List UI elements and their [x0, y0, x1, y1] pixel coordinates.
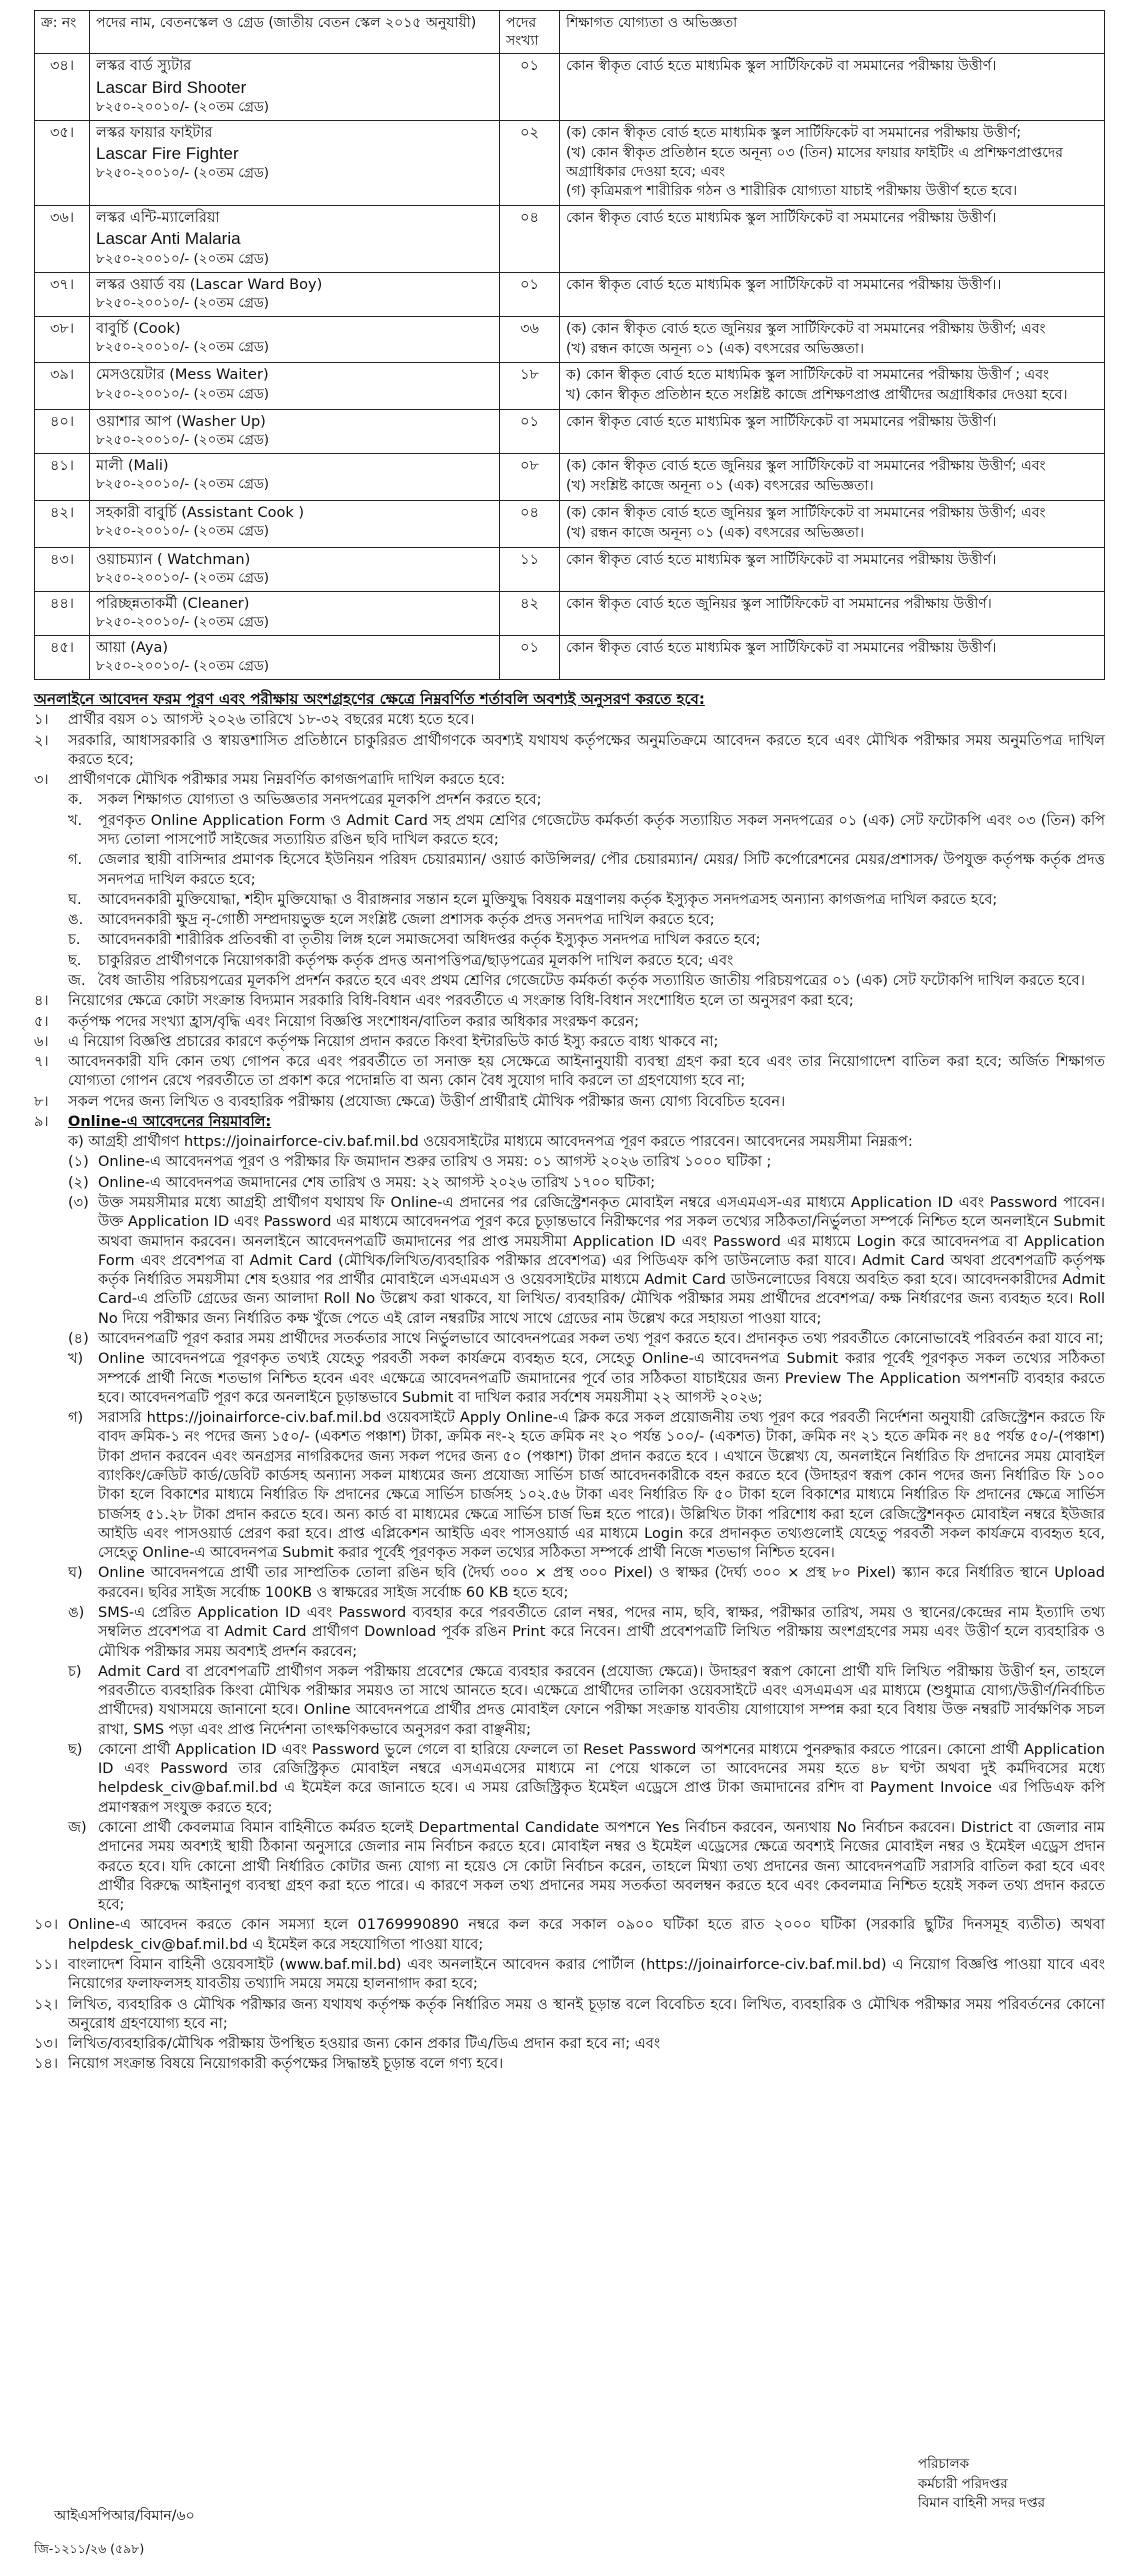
post-grade: ৮২৫০-২০০১০/- (২০তম গ্রেড) — [96, 569, 270, 586]
table-row — [35, 454, 1105, 501]
condition-6 — [34, 1033, 1105, 1052]
condition-text: প্রার্থীর বয়স ০১ আগস্ট ২০২৬ তারিখে ১৮-৩২ বছরের মধ্যে হতে হবে। — [68, 712, 475, 729]
condition-text: বাংলাদেশ বিমান বাহিনী ওয়েবসাইট (www.baf.mil.bd) এবং অনলাইনে আবেদন করার পোর্টাল (https://joinairforce-civ.baf.mil.bd) এ নিয়োগ বিজ্ঞপ্তি পাওয়া যাবে এবং নিয়োগের ফলাফলসহ যাবতীয় তথ্যাদি সময়ে সময়ে হালনাগাদ করা হবে; — [68, 1957, 1105, 1993]
post-grade: ৮২৫০-২০০১০/- (২০তম গ্রেড) — [96, 165, 270, 182]
table-header-row — [35, 11, 1105, 54]
timeline-item-text: Online-এ আবেদনপত্র জমাদানের শেষ তারিখ ও সময়: ২২ আগস্ট ২০২৬ তারিখ ১৭০০ ঘটিকা; — [98, 1174, 656, 1191]
condition-text: এ নিয়োগ বিজ্ঞপ্তি প্রচারের কারণে কর্তৃপক্ষ নিয়োগ প্রদান করতে কিংবা ইন্টারভিউ কার্ড ইস্যু করতে বাধ্য থাকবে না; — [68, 1033, 719, 1050]
row-post — [90, 120, 500, 206]
row-post — [90, 591, 500, 635]
online-rule-item-text: SMS-এ প্রেরিত Application ID এবং Password ব্যবহার করে পরবর্তীতে রোল নম্বর, পদের নাম, ছবি, স্বাক্ষর, পরীক্ষার তারিখ, সময় ও স্থানের/কেন্দ্রের নাম ইত্যাদি তথ্য সম্বলিত প্রবেশপত্র বা Admit Card প্রার্থীগণ Download পূর্বক রঙিন Print করে নিবেন। প্রার্থী প্রবেশপত্রটি লিখিত পরীক্ষায় অংশগ্রহণের সময় এবং উত্তীর্ণ হলে ব্যবহারিক ও মৌখিক পরীক্ষার সময় অবশ্যই প্রদর্শন করবেন; — [98, 1604, 1105, 1660]
row-post — [90, 363, 500, 410]
conditions-heading: অনলাইনে আবেদন ফরম পূরণ এবং পরীক্ষায় অংশগ্রহণের ক্ষেত্রে নিম্নবর্ণিত শর্তাবলি অবশ্যই অনুসরণ করতে হবে: — [34, 689, 705, 708]
post-name-en: Lascar Bird Shooter — [96, 77, 247, 97]
post-grade: ৮২৫০-২০০১০/- (২০তম গ্রেড) — [96, 476, 270, 493]
online-rule-item-key: খ) — [68, 1351, 84, 1368]
qualification-line: (ক) কোন স্বীকৃত বোর্ড হতে মাধ্যমিক স্কুল সার্টিফিকেট বা সমমানের পরীক্ষায় উত্তীর্ণ; — [566, 124, 1022, 141]
row-qualification — [560, 206, 1105, 272]
qualification-line: কোন স্বীকৃত বোর্ড হতে মাধ্যমিক স্কুল সার্টিফিকেট বা সমমানের পরীক্ষায় উত্তীর্ণ। — [566, 551, 997, 568]
condition-number: ১০। — [34, 1917, 59, 1934]
document-item-text: আবেদনকারী মুক্তিযোদ্ধা, শহীদ মুক্তিযোদ্ধা ও বীরাঙ্গনার সন্তান হলে মুক্তিযুদ্ধ বিষয়ক মন্ত্রণালয় কর্তৃক ইস্যুকৃত সনদপত্রসহ অন্যান্য কাগজপত্র দাখিল করতে হবে; — [98, 891, 998, 908]
row-post — [90, 454, 500, 501]
online-rule-item-text: কোনো প্রার্থী কেবলমাত্র বিমান বাহিনীতে কর্মরত হলেই Departmental Candidate অপশনে Yes নির্বাচন করবেন, অন্যথায় No নির্বাচন করবেন। District বা জেলার নাম প্রদানের সময় অবশ্যই স্থায়ী ঠিকানা অনুসারে জেলার নাম নির্বাচন করতে হবে। মোবাইল নম্বর ও ইমেইল এড্রেসের ক্ষেত্রে অবশ্যই নিজের মোবাইল নম্বর ও ইমেইল এড্রেস প্রদান করতে হবে। যদি কোনো প্রার্থী নির্ধারিত কোটার জন্য যোগ্য না হয়েও সে কোটা নির্বাচন করেন, তাহলে মিথ্যা তথ্য প্রদানের জন্য আবেদনপত্রটি সরাসরি বাতিল করা হবে এবং প্রার্থীর বিরুদ্ধে আইনানুগ ব্যবস্থা গ্রহণ করা হতে পারে। এ কারণে সকল তথ্য প্রদানের সময় সতর্কতা অবলম্বন করতে হবে এবং কেবলমাত্র নিশ্চিত হয়েই সকল তথ্য প্রদান করতে হবে; — [98, 1820, 1105, 1914]
row-post — [90, 272, 500, 316]
ispr-reference: আইএসপিআর/বিমান/৬০ — [54, 2508, 195, 2524]
document-item-key: গ. — [68, 852, 83, 869]
condition-number: ৩। — [34, 772, 49, 789]
row-serial: ৩৭। — [35, 272, 90, 316]
row-serial: ৩৮। — [35, 316, 90, 363]
header-count: পদের সংখ্যা — [500, 11, 560, 54]
condition-number: ৭। — [34, 1054, 49, 1071]
qualification-line: কোন স্বীকৃত বোর্ড হতে মাধ্যমিক স্কুল সার্টিফিকেট বা সমমানের পরীক্ষায় উত্তীর্ণ। — [566, 414, 997, 431]
document-item — [68, 791, 1105, 810]
post-name-bn: লস্কর ওয়ার্ড বয় (Lascar Ward Boy) — [96, 276, 323, 293]
post-grade: ৮২৫০-২০০১০/- (২০তম গ্রেড) — [96, 385, 270, 402]
qualification-line: কোন স্বীকৃত বোর্ড হতে মাধ্যমিক স্কুল সার্টিফিকেট বা সমমানের পরীক্ষায় উত্তীর্ণ। — [566, 210, 997, 227]
row-post — [90, 410, 500, 454]
table-row — [35, 635, 1105, 679]
condition-number: ১৩। — [34, 2036, 59, 2053]
online-rules-heading: Online-এ আবেদনের নিয়মাবলি: — [68, 1113, 272, 1130]
post-name-bn: সহকারী বাবুর্চি (Assistant Cook ) — [96, 504, 305, 521]
online-rule-item — [68, 1741, 1105, 1818]
online-rule-item-key: জ) — [68, 1820, 87, 1837]
qualification-line: কোন স্বীকৃত বোর্ড হতে জুনিয়র স্কুল সার্টিফিকেট বা সমমানের পরীক্ষায় উত্তীর্ণ। — [566, 595, 992, 612]
condition-9 — [34, 1113, 1105, 1132]
row-qualification — [560, 272, 1105, 316]
condition-text: আবেদনকারী যদি কোন তথ্য গোপন করে এবং পরবর্তীতে তা সনাক্ত হয় সেক্ষেত্রে আইনানুযায়ী ব্যবস্থা গ্রহণ করা হবে এবং তার নিয়োগাদেশ বাতিল করা হবে; অর্জিত শিক্ষাগত যোগ্যতা গোপন রেখে পরবর্তীতে তা প্রকাশ করে পদোন্নতি বা অন্য কোন বৈধ সুযোগ দাবি করলে তা গ্রহণযোগ্য হবে না; — [68, 1054, 1105, 1090]
row-qualification — [560, 635, 1105, 679]
header-post: পদের নাম, বেতনস্কেল ও গ্রেড (জাতীয় বেতন স্কেল ২০১৫ অনুযায়ী) — [90, 11, 500, 54]
online-rule-item-text: Online আবেদনপত্রে পূরণকৃত তথ্যই যেহেতু পরবর্তী সকল কার্যক্রমে ব্যবহৃত হবে, সেহেতু Online-এ আবেদনপত্র Submit করার পূর্বেই পূরণকৃত সকল তথ্যের সঠিকতা সম্পর্কে প্রার্থী নিজে শতভাগ নিশ্চিত হবেন এবং এক্ষেত্রে আবেদনপত্রটি জমাদানের পূর্বে তার সঠিকতা যাচাইয়ের জন্য Preview The Application অপশনটি ব্যবহার করতে হবে। আবেদনপত্রটি পূরণ করে অনলাইনে চূড়ান্তভাবে Submit বা দাখিল করার সর্বশেষ সময়সীমা ২২ আগস্ট ২০২৬; — [98, 1351, 1105, 1406]
post-grade: ৮২৫০-২০০১০/- (২০তম গ্রেড) — [96, 294, 270, 311]
condition-text: লিখিত, ব্যবহারিক ও মৌখিক পরীক্ষার জন্য যথাযথ কর্তৃপক্ষ কর্তৃক নির্ধারিত সময় ও স্থানই চূড়ান্ত বলে বিবেচিত হবে। লিখিত, ব্যবহারিক ও মৌখিক পরীক্ষার সময় পরিবর্তনের কোনো অনুরোধ গ্রহণযোগ্য হবে না; — [68, 1996, 1105, 2032]
document-item-key: ক. — [68, 792, 83, 809]
document-item-text: আবেদনকারী ক্ষুদ্র নৃ-গোষ্ঠী সম্প্রদায়ভুক্ত হলে সংশ্লিষ্ট জেলা প্রশাসক কর্তৃক প্রদত্ত সনদপত্র দাখিল করতে হবে; — [98, 912, 715, 929]
document-item-text: পূরণকৃত Online Application Form ও Admit Card সহ প্রথম শ্রেণির গেজেটেড কর্মকর্তা কর্তৃক সত্যায়িত সকল সনদপত্রের ০১ (এক) সেট ফটোকপি এবং ০৩ (তিন) কপি সদ্য তোলা পাসপোর্ট সাইজের সত্যায়িত রঙিন ছবি দাখিল করতে হবে; — [98, 812, 1105, 848]
table-row — [35, 316, 1105, 363]
row-count: ৩৬ — [500, 316, 560, 363]
qualification-line: (ক) কোন স্বীকৃত বোর্ড হতে জুনিয়র স্কুল সার্টিফিকেট বা সমমানের পরীক্ষায় উত্তীর্ণ; এবং — [566, 320, 1046, 337]
row-count: ০৪ — [500, 500, 560, 547]
header-serial: ক্র: নং — [35, 11, 90, 54]
online-rule-item-key: ছ) — [68, 1741, 83, 1758]
table-row — [35, 591, 1105, 635]
online-rule-intro-text: ক) আগ্রহী প্রার্থীগণ https://joinairforce-civ.baf.mil.bd ওয়েবসাইটের মাধ্যমে আবেদনপত্র পূরণ করতে পারবেন। আবেদনের সময়সীমা নিম্নরূপ: — [68, 1134, 913, 1151]
post-name-bn: বাবুর্চি (Cook) — [96, 320, 181, 337]
table-row — [35, 547, 1105, 591]
document-item — [68, 812, 1105, 851]
conditions-section — [34, 690, 1105, 2075]
timeline-item-key: (১) — [68, 1154, 89, 1171]
signature-block — [918, 2455, 1045, 2514]
row-count: ০১ — [500, 410, 560, 454]
condition-1 — [34, 711, 1105, 730]
signatory-department: কর্মচারী পরিদপ্তর — [917, 2475, 1008, 2492]
row-count: ১৮ — [500, 363, 560, 410]
dfp-reference: জি-১২১১/২৬ (৫৯৮) — [34, 2541, 145, 2556]
condition-number: ২। — [34, 732, 49, 749]
condition-number: ১। — [34, 712, 49, 729]
document-item-text: জেলার স্থায়ী বাসিন্দার প্রমাণক হিসেবে ইউনিয়ন পরিষদ চেয়ারম্যান/ ওয়ার্ড কাউন্সিলর/ পৌর চেয়ারম্যান/ মেয়র/ সিটি কর্পোরেশনের মেয়র/প্রশাসক/ উপযুক্ত কর্তৃপক্ষ কর্তৃক প্রদত্ত সনদপত্র দাখিল করতে হবে; — [98, 852, 1105, 888]
row-qualification — [560, 454, 1105, 501]
post-name-en: Lascar Anti Malaria — [96, 229, 241, 249]
row-serial: ৩৫। — [35, 120, 90, 206]
table-row — [35, 410, 1105, 454]
qualification-line: (খ) কোন স্বীকৃত প্রতিষ্ঠান হতে অনূন্য ০৩ (তিন) মাসের ফায়ার ফাইটিং এ প্রশিক্ষণপ্রাপ্তদের অগ্রাধিকার দেওয়া হবে; এবং — [566, 144, 1063, 180]
row-post — [90, 635, 500, 679]
post-grade: ৮২৫০-২০০১০/- (২০তম গ্রেড) — [96, 338, 270, 355]
document-item-key: ঙ. — [68, 912, 84, 929]
post-name-bn: ওয়াশার আপ (Washer Up) — [96, 414, 266, 431]
row-serial: ৩৪। — [35, 54, 90, 120]
timeline-item — [68, 1194, 1105, 1329]
signatory-office: বিমান বাহিনী সদর দপ্তর — [917, 2495, 1045, 2512]
condition-number: ৫। — [34, 1013, 49, 1030]
post-grade: ৮২৫০-২০০১০/- (২০তম গ্রেড) — [96, 613, 270, 630]
qualification-line: কোন স্বীকৃত বোর্ড হতে মাধ্যমিক স্কুল সার্টিফিকেট বা সমমানের পরীক্ষায় উত্তীর্ণ।। — [566, 276, 1002, 293]
row-count: ০২ — [500, 120, 560, 206]
post-name-bn: পরিচ্ছন্নতাকর্মী (Cleaner) — [96, 595, 250, 612]
row-serial: ৪১। — [35, 454, 90, 501]
post-name-bn: লস্কর বার্ড স্যুটার — [96, 58, 192, 75]
online-rule-item-text: কোনো প্রার্থী Application ID এবং Password ভুলে গেলে বা হারিয়ে ফেললে তা Reset Password অপশনের মাধ্যমে পুনরুদ্ধার করতে পারেন। কোনো প্রার্থী Application ID এবং Password তার রেজিস্ট্রিকৃত মোবাইল নম্বরে এসএমএসের মাধ্যমে না পেয়ে থাকলে তা আবেদনের সময় হতে ৪৮ ঘণ্টা অথবা দুই কর্মদিবসের মধ্যে helpdesk_civ@baf.mil.bd এ ইমেইল করে জানাতে হবে। এ সময় রেজিস্ট্রিকৃত ইমেইল এড্রেসে প্রাপ্ত টাকা জমাদানের রশিদ বা Payment Invoice এর পিডিএফ কপি প্রমাণস্বরূপ সংযুক্ত করতে হবে; — [98, 1741, 1105, 1816]
row-count: ০৪ — [500, 206, 560, 272]
condition-number: ১৪। — [34, 2056, 59, 2073]
row-qualification — [560, 591, 1105, 635]
condition-2 — [34, 732, 1105, 771]
document-item — [68, 952, 1105, 971]
row-qualification — [560, 363, 1105, 410]
row-post — [90, 500, 500, 547]
footer — [34, 2455, 1105, 2555]
online-rule-items — [34, 1350, 1105, 1915]
condition-text: সকল পদের জন্য লিখিত ও ব্যবহারিক পরীক্ষায় (প্রযোজ্য ক্ষেত্রে) উত্তীর্ণ প্রার্থীরাই মৌখিক পরীক্ষার জন্য যোগ্য বিবেচিত হবেন। — [68, 1093, 786, 1110]
online-rule-item-text: Admit Card বা প্রবেশপত্রটি প্রার্থীগণ সকল পরীক্ষায় প্রবেশের ক্ষেত্রে ব্যবহার করবেন (প্রযোজ্য ক্ষেত্রে)। উদাহরণ স্বরূপ কোনো প্রার্থী যদি লিখিত পরীক্ষায় উত্তীর্ণ হন, তাহলে পরবর্তীতে ব্যবহারিক কিংবা মৌখিক পরীক্ষার সময়ও তা সাথে আনতে হবে। এক্ষেত্রে প্রার্থীদের তালিকা ওয়েবসাইটে এবং এসএমএস এর মাধ্যমে (শুধুমাত্র যোগ্য/উত্তীর্ণ/নির্বাচিত প্রার্থীদের) যথাসময়ে জানানো হবে। Online আবেদনপত্রে প্রার্থীর প্রদত্ত মোবাইল ফোনে পরীক্ষা সংক্রান্ত যাবতীয় যোগাযোগ সম্পন্ন করা হবে বিধায় উক্ত নম্বরটি সার্বক্ষণিক সচল রাখা, SMS পড়া এবং প্রাপ্ত নির্দেশনা তাৎক্ষণিকভাবে অনুসরণ করা বাঞ্ছনীয়; — [98, 1663, 1105, 1738]
qualification-line: (খ) সংশ্লিষ্ট কাজে অনূন্য ০১ (এক) বৎসরের অভিজ্ঞতা। — [566, 478, 874, 495]
row-count: ০১ — [500, 272, 560, 316]
condition-8 — [34, 1093, 1105, 1112]
row-qualification — [560, 500, 1105, 547]
document-item-text: চাকুরিরত প্রার্থীগণকে নিয়োগকারী কর্তৃপক্ষ কর্তৃক প্রদত্ত অনাপত্তিপত্র/ছাড়পত্রের মূলকপি দাখিল করতে হবে; এবং — [98, 952, 734, 969]
condition-3-items — [34, 791, 1105, 991]
qualification-line: খ) কোন স্বীকৃত প্রতিষ্ঠান হতে সংশ্লিষ্ট কাজে প্রশিক্ষণপ্রাপ্ত প্রার্থীদের অগ্রাধিকার দেওয়া হবে। — [566, 387, 1068, 404]
timeline-item-text: উক্ত সময়সীমার মধ্যে আগ্রহী প্রার্থীগণ যথাযথ ফি Online-এ প্রদানের পর রেজিস্ট্রেশনকৃত মোবাইল নম্বরে এসএমএস-এর মাধ্যমে Application ID এবং Password পাবেন। উক্ত Application ID এবং Password এর মাধ্যমে আবেদনপত্র পূরণ করে চূড়ান্তভাবে নিরীক্ষণের পর সকল তথ্যের সঠিকতা/নির্ভুলতা সম্পর্কে নিশ্চিত হলে অনলাইনে Submit অথবা জমাদান করবেন। অনলাইনে আবেদনপত্রটি জমাদানের পর প্রাপ্ত সময়সীমা Application ID এবং Password এর মাধ্যমে Login করে আবেদনপত্র বা Application Form এবং প্রবেশপত্র বা Admit Card (মৌখিক/লিখিত/ব্যবহারিক পরীক্ষার প্রবেশপত্র) এর পিডিএফ কপি ডাউনলোড করা যাবে। Admit Card অথবা প্রবেশপত্রটি কর্তৃপক্ষ কর্তৃক নির্ধারিত সময়সীমা শেষ হওয়ার পর প্রার্থীর মোবাইলে এসএমএস ও ওয়েবসাইটের মাধ্যমে Admit Card ডাউনলোডের বিষয়ে অবহিত করা হবে। আবেদনকারীদের Admit Card-এ প্রতিটি গ্রেডের জন্য আলাদা Roll No উল্লেখ করা থাকবে, যা লিখিত/ ব্যবহারিক/ মৌখিক পরীক্ষার সময় প্রার্থীদের প্রবেশপত্র/ কক্ষ নির্ধারণের জন্য ব্যবহৃত হবে। Roll No দিয়ে পরীক্ষার জন্য নির্ধারিত কক্ষ খুঁজে পেতে এই রোল নম্বরটির সাথে সাথে গ্রেডের নাম উল্লেখ করে সহায়তা পাওয়া যাবে; — [98, 1195, 1105, 1327]
row-count: ০১ — [500, 635, 560, 679]
document-item — [68, 891, 1105, 910]
row-post — [90, 547, 500, 591]
condition-number: ৪। — [34, 993, 49, 1010]
post-name-bn: আয়া (Aya) — [96, 639, 168, 656]
document-item — [68, 931, 1105, 950]
table-row — [35, 500, 1105, 547]
qualification-line: কোন স্বীকৃত বোর্ড হতে মাধ্যমিক স্কুল সার্টিফিকেট বা সমমানের পরীক্ষায় উত্তীর্ণ। — [566, 58, 997, 75]
row-serial: ৩৬। — [35, 206, 90, 272]
document-item-key: চ. — [68, 932, 81, 949]
post-name-bn: লস্কর এন্টি-ম্যালেরিয়া — [96, 210, 220, 227]
online-rule-item-text: সরাসরি https://joinairforce-civ.baf.mil.bd ওয়েবসাইটে Apply Online-এ ক্লিক করে সকল প্রয়োজনীয় তথ্য পূরণ করে পরবর্তী নির্দেশনা অনুযায়ী রেজিস্ট্রেশন করতে ফি বাবদ ক্রমিক-১ নং পদের জন্য ১৫০/- (একশত পঞ্চাশ) টাকা, ক্রমিক নং-২ হতে ক্রমিক নং ২০ পর্যন্ত ১০০/- (একশত) টাকা, ক্রমিক নং ২১ হতে ক্রমিক নং ৪৫ পর্যন্ত ৫০/-(পঞ্চাশ) টাকা প্রদান করবেন এবং অনগ্রসর নাগরিকদের জন্য সকল পদের জন্য ৫০ (পঞ্চাশ) টাকা প্রদান করতে হবে । এখানে উল্লেখ্য যে, অনলাইনে নির্ধারিত ফি প্রদানের সময় মোবাইল ব্যাংকিং/ক্রেডিট কার্ড/ডেবিট কার্ডসহ অন্যান্য সকল মাধ্যমের জন্য প্রযোজ্য সার্ভিস চার্জ আবেদনকারীকে বহন করতে হবে (উদাহরণ স্বরূপ কোন পদের জন্য নির্ধারিত ফি ১০০ টাকা হলে বিকাশের মাধ্যমে নির্ধারিত ফি প্রদানের ক্ষেত্রে সার্ভিস চার্জসহ ১০২.৫৬ টাকা এবং নির্ধারিত ফি ৫০ টাকা হলে বিকাশের মাধ্যমে নির্ধারিত ফি প্রদানের ক্ষেত্রে সার্ভিস চার্জসহ ৫১.২৮ টাকা প্রদান করতে হবে। অন্য কার্ড বা মাধ্যমের ক্ষেত্রে সার্ভিস চার্জ ভিন্ন হতে পারে)। উল্লিখিত টাকা পরিশোধ করা হলে রেজিস্ট্রেশনকৃত মোবাইল নম্বরে ইউজার আইডি এবং পাসওয়ার্ড প্রেরণ করা হবে। প্রাপ্ত এপ্লিকেশন আইডি এবং পাসওয়ার্ড এর মাধ্যমে Login করে প্রদানকৃত তথ্যগুলোই যেহেতু পরবর্তী সকল কার্যক্রমে ব্যবহৃত হবে, সেহেতু Online-এ আবেদনপত্র Submit করার পূর্বেই পূরণকৃত সকল তথ্যের সঠিকতা সম্পর্কে প্রার্থী নিজে শতভাগ নিশ্চিত হবেন। — [98, 1410, 1105, 1562]
row-count: ৪২ — [500, 591, 560, 635]
row-post — [90, 316, 500, 363]
post-name-en: Lascar Fire Fighter — [96, 143, 239, 163]
row-serial: ৪৫। — [35, 635, 90, 679]
post-grade: ৮২৫০-২০০১০/- (২০তম গ্রেড) — [96, 98, 270, 115]
condition-number: ১১। — [34, 1957, 59, 1974]
post-grade: ৮২৫০-২০০১০/- (২০তম গ্রেড) — [96, 250, 270, 267]
post-name-bn: মালী (Mali) — [96, 458, 169, 475]
row-post — [90, 206, 500, 272]
table-row — [35, 363, 1105, 410]
online-rule-item — [68, 1409, 1105, 1563]
timeline-item — [68, 1330, 1105, 1349]
row-qualification — [560, 54, 1105, 120]
condition-3 — [34, 771, 1105, 790]
row-serial: ৪২। — [35, 500, 90, 547]
condition-number: ৬। — [34, 1033, 49, 1050]
online-rule-item-key: ঙ) — [68, 1604, 85, 1621]
online-rule-item — [68, 1564, 1105, 1603]
condition-5 — [34, 1013, 1105, 1032]
post-grade: ৮২৫০-২০০১০/- (২০তম গ্রেড) — [96, 657, 270, 674]
qualification-line: (ক) কোন স্বীকৃত বোর্ড হতে জুনিয়র স্কুল সার্টিফিকেট বা সমমানের পরীক্ষায় উত্তীর্ণ; এবং — [566, 458, 1046, 475]
post-name-bn: ওয়াচম্যান ( Watchman) — [96, 551, 251, 568]
document-item — [68, 911, 1105, 930]
document-item-text: বৈধ জাতীয় পরিচয়পত্রের মূলকপি প্রদর্শন করতে হবে এবং প্রথম শ্রেণির গেজেটেড কর্মকর্তা কর্তৃক সত্যায়িত জাতীয় পরিচয়পত্রের ০১ (এক) সেট ফটোকপি দাখিল করতে হবে। — [98, 972, 1085, 989]
condition-10 — [34, 1916, 1105, 1955]
qualification-line: ক) কোন স্বীকৃত বোর্ড হতে মাধ্যমিক স্কুল সার্টিফিকেট বা সমমানের পরীক্ষায় উত্তীর্ণ ; এবং — [566, 367, 1050, 384]
condition-text: প্রার্থীগণকে মৌখিক পরীক্ষার সময় নিম্নবর্ণিত কাগজপত্রাদি দাখিল করতে হবে: — [68, 772, 506, 789]
row-serial: ৩৯। — [35, 363, 90, 410]
row-count: ১১ — [500, 547, 560, 591]
qualification-line: (খ) রন্ধন কাজে অনূন্য ০১ (এক) বৎসরের অভিজ্ঞতা। — [566, 524, 864, 541]
document-item-text: সকল শিক্ষাগত যোগ্যতা ও অভিজ্ঞতার সনদপত্রের মূলকপি প্রদর্শন করতে হবে; — [98, 792, 542, 809]
timeline-item-key: (৩) — [68, 1195, 89, 1212]
table-row — [35, 206, 1105, 272]
row-qualification — [560, 316, 1105, 363]
online-rule-item-key: গ) — [68, 1410, 84, 1427]
online-rule-item-key: চ) — [68, 1663, 82, 1680]
condition-13 — [34, 2035, 1105, 2054]
condition-text: নিয়োগ সংক্রান্ত বিষয়ে নিয়োগকারী কর্তৃপক্ষের সিদ্ধান্তই চূড়ান্ত বলে গণ্য হবে। — [68, 2056, 504, 2073]
condition-text: লিখিত/ব্যবহারিক/মৌখিক পরীক্ষায় উপস্থিত হওয়ার জন্য কোন প্রকার টিএ/ডিএ প্রদান করা হবে না; এবং — [68, 2036, 661, 2053]
header-qualification: শিক্ষাগত যোগ্যতা ও অভিজ্ঞতা — [560, 11, 1105, 54]
online-rule-item — [68, 1604, 1105, 1662]
condition-text: নিয়োগের ক্ষেত্রে কোটা সংক্রান্ত বিদ্যমান সরকারি বিধি-বিধান এবং পরবর্তীতে এ সংক্রান্ত বিধি-বিধান সংশোধিত হলে তা অনুসরণ করা হবে; — [68, 993, 854, 1010]
row-post — [90, 54, 500, 120]
document-item-key: ঘ. — [68, 891, 82, 908]
qualification-line: (ক) কোন স্বীকৃত বোর্ড হতে জুনিয়র স্কুল সার্টিফিকেট বা সমমানের পরীক্ষায় উত্তীর্ণ; এবং — [566, 504, 1046, 521]
document-item-key: জ. — [68, 972, 86, 989]
condition-4 — [34, 992, 1105, 1011]
timeline-item-key: (৪) — [68, 1331, 89, 1348]
online-rule-item — [68, 1819, 1105, 1915]
condition-number: ১২। — [34, 1996, 59, 2013]
online-rule-item-text: Online আবেদনপত্রে প্রার্থী তার সাম্প্রতিক তোলা রঙিন ছবি (দৈর্ঘ্য ৩০০ × প্রস্থ ৩০০ Pixel) ও স্বাক্ষর (দৈর্ঘ্য ৩০০ × প্রস্থ ৮০ Pixel) স্ক্যান করে নির্ধারিত স্থানে Upload করবেন। ছবির সাইজ সর্বোচ্চ 100KB ও স্বাক্ষরের সাইজ সর্বোচ্চ 60 KB হতে হবে; — [98, 1565, 1105, 1601]
table-row — [35, 54, 1105, 120]
row-qualification — [560, 120, 1105, 206]
condition-14 — [34, 2055, 1105, 2074]
document-item-key: খ. — [68, 812, 83, 829]
row-count: ০৮ — [500, 454, 560, 501]
row-count: ০১ — [500, 54, 560, 120]
condition-12 — [34, 1996, 1105, 2035]
timeline-item-text: Online-এ আবেদনপত্র পূরণ ও পরীক্ষার ফি জমাদান শুরুর তারিখ ও সময়: ০১ আগস্ট ২০২৬ তারিখ ১০০০ ঘটিকা ; — [98, 1154, 772, 1171]
post-name-bn: মেসওয়েটার (Mess Waiter) — [96, 367, 269, 384]
row-qualification — [560, 547, 1105, 591]
timeline-item-text: আবেদনপত্রটি পূরণ করার সময় প্রার্থীদের সতর্কতার সাথে নির্ভুলভাবে আবেদনপত্রের সকল তথ্য পূরণ করতে হবে। প্রদানকৃত তথ্য পরবর্তীতে কোনোভাবেই পরিবর্তন করা যাবে না; — [98, 1331, 1104, 1348]
post-name-bn: লস্কর ফায়ার ফাইটার — [96, 124, 213, 141]
qualification-line: (গ) কৃত্রিমরূপ শারীরিক গঠন ও শারীরিক যোগ্যতা যাচাই পরীক্ষায় উত্তীর্ণ হতে হবে। — [566, 183, 1018, 200]
condition-text: সরকারি, আধাসরকারি ও স্বায়ত্তশাসিত প্রতিষ্ঠানে চাকুরিরত প্রার্থীগণকে অবশ্যই যথাযথ কর্তৃপক্ষের অনুমতিক্রমে আবেদন করতে হবে এবং মৌখিক পরীক্ষার সময় অনুমতিপত্র দাখিল করতে হবে; — [68, 732, 1105, 768]
condition-number: ৮। — [34, 1093, 49, 1110]
document-item-key: ছ. — [68, 952, 82, 969]
row-serial: ৪৩। — [35, 547, 90, 591]
condition-text: Online-এ আবেদন করতে কোন সমস্যা হলে 01769990890 নম্বরে কল করে সকাল ০৯০০ ঘটিকা হতে রাত ২০০০ ঘটিকা (সরকারি ছুটির দিনসমূহ ব্যতীত) অথবা helpdesk_civ@baf.mil.bd এ ইমেইল করে সহযোগিতা পাওয়া যাবে; — [68, 1917, 1105, 1953]
timeline-item — [68, 1153, 1105, 1172]
timeline-item — [68, 1174, 1105, 1193]
online-rule-intro — [34, 1133, 1105, 1152]
online-rule-timeline — [34, 1153, 1105, 1349]
online-rule-item — [68, 1350, 1105, 1408]
post-grade: ৮২৫০-২০০১০/- (২০তম গ্রেড) — [96, 523, 270, 540]
condition-7 — [34, 1053, 1105, 1092]
table-row — [35, 120, 1105, 206]
document-item — [68, 972, 1105, 991]
table-row — [35, 272, 1105, 316]
job-table — [34, 10, 1105, 680]
condition-text: কর্তৃপক্ষ পদের সংখ্যা হ্রাস/বৃদ্ধি এবং নিয়োগ বিজ্ঞপ্তি সংশোধন/বাতিল করার অধিকার সংরক্ষণ করেন; — [68, 1013, 639, 1030]
timeline-item-key: (২) — [68, 1174, 89, 1191]
job-rows — [35, 54, 1105, 679]
document-item-text: আবেদনকারী শারীরিক প্রতিবন্ধী বা তৃতীয় লিঙ্গ হলে সমাজসেবা অধিদপ্তর কর্তৃক ইস্যুকৃত সনদপত্র দাখিল করতে হবে; — [98, 932, 761, 949]
condition-11 — [34, 1956, 1105, 1995]
qualification-line: (খ) রন্ধন কাজে অনূন্য ০১ (এক) বৎসরের অভিজ্ঞতা। — [566, 340, 864, 357]
row-serial: ৪৪। — [35, 591, 90, 635]
qualification-line: কোন স্বীকৃত বোর্ড হতে মাধ্যমিক স্কুল সার্টিফিকেট বা সমমানের পরীক্ষায় উত্তীর্ণ। — [566, 639, 997, 656]
row-serial: ৪০। — [35, 410, 90, 454]
document-item — [68, 851, 1105, 890]
post-grade: ৮২৫০-২০০১০/- (২০তম গ্রেড) — [96, 432, 270, 449]
online-rule-item-key: ঘ) — [68, 1565, 83, 1582]
online-rule-item — [68, 1663, 1105, 1740]
condition-number: ৯। — [34, 1113, 49, 1130]
row-qualification — [560, 410, 1105, 454]
signatory-title: পরিচালক — [917, 2456, 970, 2472]
